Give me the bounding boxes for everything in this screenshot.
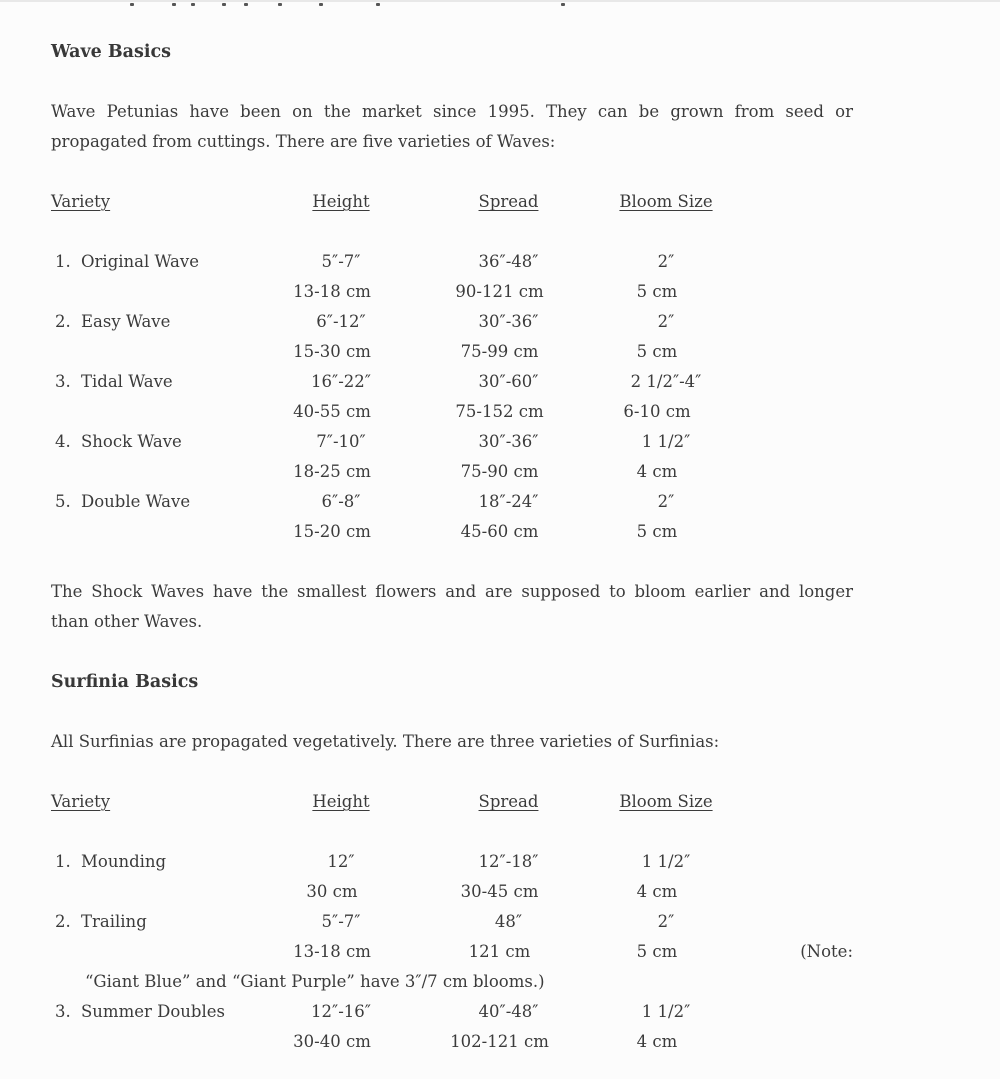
wave-closing-paragraph — [51, 577, 853, 637]
variety-number: 3. — [55, 372, 71, 391]
variety-name: Easy Wave — [81, 312, 171, 331]
height-inches: 6″-8″ — [321, 492, 361, 511]
table-row — [51, 847, 853, 877]
surfinia-intro-paragraph — [51, 727, 853, 757]
spread-inches: 36″-48″ — [478, 252, 539, 271]
spread-cm: 121 cm — [468, 942, 531, 961]
table-header-variety: Variety — [51, 192, 111, 211]
note-label: (Note: — [800, 942, 853, 961]
table-header-height: Height — [312, 192, 370, 211]
spread-inches: 30″-60″ — [478, 372, 539, 391]
variety-number: 2. — [55, 912, 71, 931]
variety-name: Trailing — [81, 912, 147, 931]
bloom-cm: 4 cm — [636, 462, 678, 481]
variety-cell — [51, 997, 241, 1027]
paragraph-line: The Shock Waves have the smallest flowers and are supposed to bloom earlier and longer — [51, 582, 853, 601]
table-row — [51, 487, 853, 517]
spread-inches: 40″-48″ — [478, 1002, 539, 1021]
variety-number: 5. — [55, 492, 71, 511]
bloom-inches: 2 1/2″-4″ — [630, 372, 702, 391]
table-row — [51, 1027, 853, 1057]
table-row — [51, 427, 853, 457]
table-row — [51, 877, 853, 907]
variety-name: Shock Wave — [81, 432, 182, 451]
height-cm: 30-40 cm — [293, 1032, 371, 1051]
spread-cm: 30-45 cm — [460, 882, 539, 901]
spread-inches: 30″-36″ — [478, 312, 539, 331]
table-row — [51, 457, 853, 487]
height-cm: 18-25 cm — [293, 462, 371, 481]
paragraph-line: propagated from cuttings. There are five varieties of Waves: — [51, 132, 556, 151]
variety-number: 2. — [55, 312, 71, 331]
table-row — [51, 937, 853, 967]
paragraph-line: than other Waves. — [51, 612, 203, 631]
spread-cm: 75-99 cm — [460, 342, 539, 361]
variety-name: Mounding — [81, 852, 167, 871]
height-inches: 6″-12″ — [316, 312, 366, 331]
height-cm: 30 cm — [306, 882, 358, 901]
table-row — [51, 517, 853, 547]
bloom-inches: 1 1/2″ — [641, 852, 691, 871]
variety-name: Double Wave — [81, 492, 191, 511]
clipped-line-fragments — [0, 0, 1000, 7]
spread-inches: 12″-18″ — [478, 852, 539, 871]
spread-cm: 75-152 cm — [455, 402, 544, 421]
height-inches: 12″ — [327, 852, 355, 871]
height-cm: 15-20 cm — [293, 522, 371, 541]
variety-name: Original Wave — [81, 252, 199, 271]
height-inches: 5″-7″ — [321, 912, 361, 931]
surfinia-basics-heading: Surfinia Basics — [51, 672, 199, 692]
variety-cell — [51, 307, 241, 337]
wave-basics-heading: Wave Basics — [51, 42, 172, 62]
spread-inches: 18″-24″ — [478, 492, 539, 511]
bloom-inches: 1 1/2″ — [641, 432, 691, 451]
table-header-spread: Spread — [478, 192, 539, 211]
height-inches: 12″-16″ — [311, 1002, 371, 1021]
variety-cell — [51, 367, 241, 397]
paragraph-line: All Surfinias are propagated vegetatively. There are three varieties of Surfinias: — [51, 732, 720, 751]
bloom-inches: 2″ — [657, 252, 675, 271]
bloom-cm: 5 cm — [636, 942, 678, 961]
note-continuation: “Giant Blue” and “Giant Purple” have 3″/7 cm blooms.) — [85, 972, 545, 991]
table-header-bloom-size: Bloom Size — [619, 192, 713, 211]
spread-inches: 30″-36″ — [478, 432, 539, 451]
variety-cell — [51, 247, 241, 277]
bloom-cm: 6-10 cm — [623, 402, 691, 421]
table-header-variety: Variety — [51, 792, 111, 811]
height-cm: 13-18 cm — [293, 282, 371, 301]
table-row — [51, 247, 853, 277]
variety-cell — [51, 427, 241, 457]
table-row — [51, 997, 853, 1027]
bloom-cm: 5 cm — [636, 342, 678, 361]
variety-cell — [51, 847, 241, 877]
table-row — [51, 397, 853, 427]
variety-number: 1. — [55, 852, 71, 871]
height-cm: 13-18 cm — [293, 942, 371, 961]
spread-cm: 102-121 cm — [450, 1032, 549, 1051]
table-header-height: Height — [312, 792, 370, 811]
table-header-spread: Spread — [478, 792, 539, 811]
height-inches: 16″-22″ — [311, 372, 371, 391]
height-cm: 15-30 cm — [293, 342, 371, 361]
bloom-inches: 2″ — [657, 492, 675, 511]
variety-cell — [51, 487, 241, 517]
bloom-inches: 2″ — [657, 312, 675, 331]
table-header-bloom-size: Bloom Size — [619, 792, 713, 811]
table-row — [51, 277, 853, 307]
variety-number: 3. — [55, 1002, 71, 1021]
spread-inches: 48″ — [494, 912, 523, 931]
bloom-cm: 5 cm — [636, 522, 678, 541]
variety-name: Summer Doubles — [81, 1002, 225, 1021]
variety-number: 1. — [55, 252, 71, 271]
table-row — [51, 367, 853, 397]
wave-table-header-row — [51, 187, 853, 217]
height-cm: 40-55 cm — [293, 402, 371, 421]
bloom-cm: 5 cm — [636, 282, 678, 301]
variety-name: Tidal Wave — [81, 372, 173, 391]
paragraph-line: Wave Petunias have been on the market since 1995. They can be grown from seed or — [51, 102, 853, 121]
height-inches: 7″-10″ — [316, 432, 366, 451]
spread-cm: 90-121 cm — [455, 282, 544, 301]
table-row — [51, 907, 853, 937]
variety-number: 4. — [55, 432, 71, 451]
table-row — [51, 307, 853, 337]
height-inches: 5″-7″ — [321, 252, 361, 271]
bloom-inches: 2″ — [657, 912, 675, 931]
table-row — [51, 337, 853, 367]
spread-cm: 75-90 cm — [460, 462, 539, 481]
spread-cm: 45-60 cm — [460, 522, 539, 541]
surfinia-table-header-row — [51, 787, 853, 817]
bloom-inches: 1 1/2″ — [641, 1002, 691, 1021]
variety-cell — [51, 907, 241, 937]
bloom-cm: 4 cm — [636, 1032, 678, 1051]
bloom-cm: 4 cm — [636, 882, 678, 901]
wave-intro-paragraph — [51, 97, 853, 157]
